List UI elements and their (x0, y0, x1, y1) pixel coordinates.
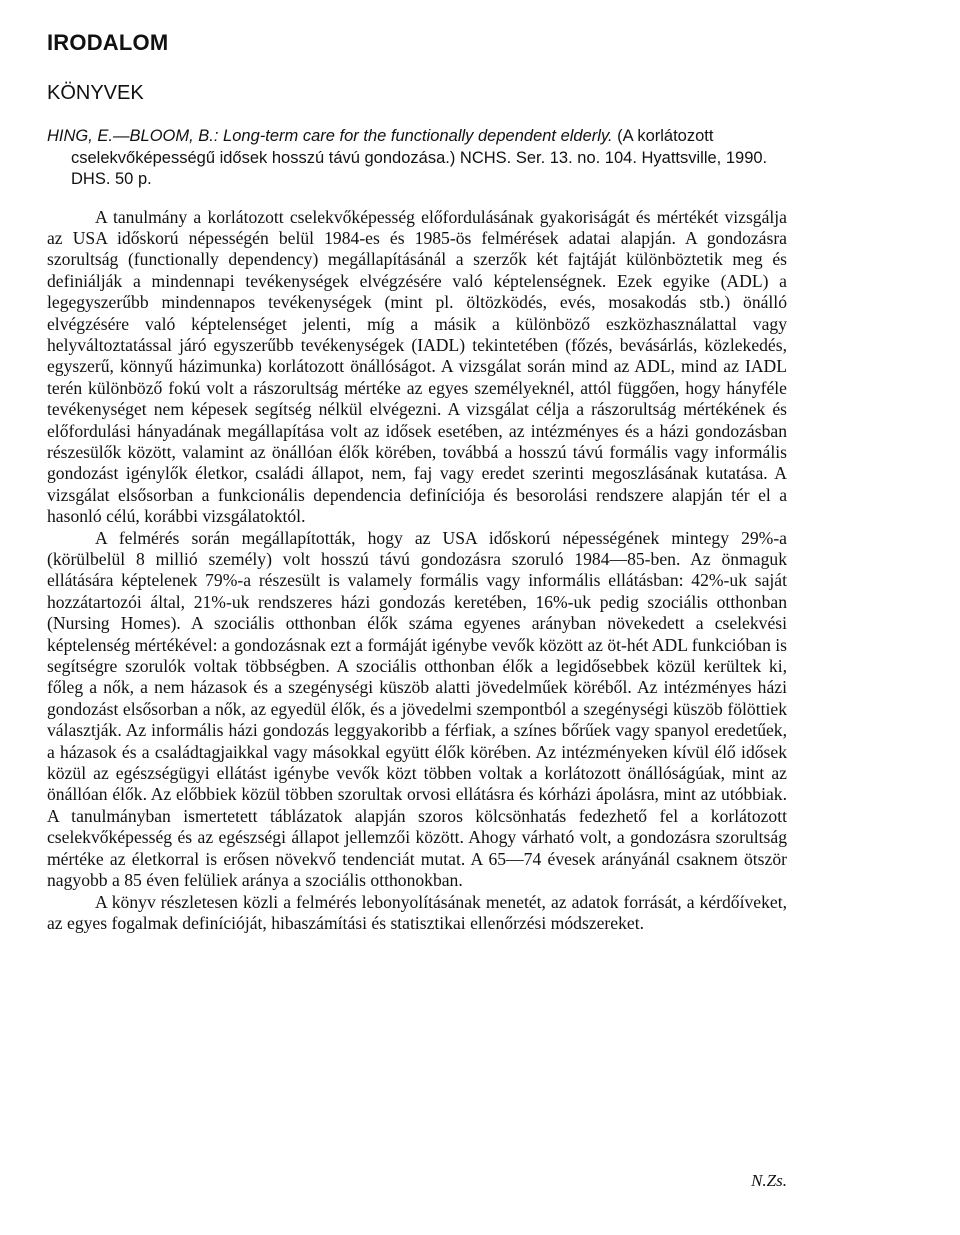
citation-authors: HING, E.—BLOOM, B.: (47, 127, 219, 145)
reviewer-signature: N.Zs. (751, 1171, 787, 1190)
review-paragraph-3: A könyv részletesen közli a felmérés lebonyolításának menetét, az adatok forrását, a kérdőíveket, az egyes fogalmak definícióját, hibaszámítási és statisztikai ellenőrzési módszereket. (47, 891, 787, 933)
document-page (47, 30, 787, 1190)
citation-title: Long-term care for the functionally dependent elderly. (223, 127, 613, 145)
book-citation (47, 126, 787, 191)
review-body (47, 207, 787, 935)
subsection-heading: KÖNYVEK (47, 82, 144, 104)
review-paragraph-1: A tanulmány a korlátozott cselekvőképesség előfordulásának gyakoriságát és mértékét vizsgálja az USA időskorú népességén belül 1984-es és 1985-ös felmérések adatai alapján. A gondozásra szorultság (functionally dependency) megállapításánál a szerzők két fajtáját különböztetik meg és definiálják a mindennapi tevékenységek elvégzésére való képtelenségnek. Ezek egyike (ADL) a legegyszerűbb mindennapos tevékenységek (mint pl. öltözködés, evés, mosakodás stb.) önálló elvégzésére való képtelenséget jelenti, míg a másik a különböző eszközhasználattal vagy helyváltoztatással járó egyszerűbb tevékenységek (IADL) tekintetében (főzés, bevásárlás, közlekedés, egyszerű, könnyű házimunka) korlátozott önállóságot. A vizsgálat során mind az ADL, mind az IADL terén különböző fokú volt a rászorultság mértéke az egyes személyeknél, attól függően, hogy hányféle tevékenységet nem képesek segítség nélkül elvégezni. A vizsgálat célja a rászorultság mértékének és előfordulási hányadának megállapítása volt az idősek esetében, az intézményes és a házi gondozásban részesülők között, valamint az önállóan élők körében, továbbá a hosszú távú formális vagy informális gondozást igénylők életkor, családi állapot, nem, faj vagy eredet szerinti megoszlásának kutatása. A vizsgálat elsősorban a funkcionális dependencia definíciója és besorolási rendszere alapján tér el a hasonló célú, korábbi vizsgálatoktól. (47, 206, 787, 527)
section-heading: IRODALOM (47, 30, 169, 55)
review-paragraph-2: A felmérés során megállapították, hogy az USA időskorú népességének mintegy 29%-a (körülbelül 8 millió személy) volt hosszú távú gondozásra szoruló 1984—85-ben. Az önmaguk ellátására képtelenek 79%-a részesült is valamely formális vagy informális ellátásban: 42%-uk saját hozzátartozói által, 21%-uk rendszeres házi gondozás keretében, 16%-uk pedig szociális otthonban (Nursing Homes). A szociális otthonban élők száma egyenes arányban növekedett a cselekvési képtelenség mértékével: a gondozásnak ezt a formáját igénybe vevők között az öt-hét ADL funkcióban is segítségre szorulók voltak többségben. A szociális otthonban élők a legidősebbek közül kerültek ki, főleg a nők, a nem házasok és a szegénységi küszöb alatti jövedelműek köréből. Az intézményes házi gondozást elsősorban a nők, az egyedül élők, és a jövedelmi szempontból a szegénységi küszöb fölöttiek választják. Az informális házi gondozás leggyakoribb a férfiak, a színes bőrűek vagy spanyol eredetűek, a házasok és a családtagjaikkal vagy másokkal együtt élők körében. Az intézményeken kívül élő idősek közül az egészségügyi ellátást igénybe vevők közt többen voltak a korlátozott önállóságúak, mint az önállóan élők. Az előbbiek közül többen szorultak orvosi ellátásra és kórházi ápolásra, mint az utóbbiak. A tanulmányban ismertetett táblázatok alapján szoros kölcsönhatás fedezhető fel a korlátozott cselekvőképesség és az egészségi állapot jellemzői között. Ahogy várható volt, a gondozásra szorultság mértéke az életkorral is erősen növekvő tendenciát mutat. A 65—74 évesek arányánál csaknem ötször nagyobb a 85 éven felüliek aránya a szociális otthonokban. (47, 527, 787, 891)
citation-details: (A korlátozott cselekvőképességű idősek hosszú távú gondozása.) NCHS. Ser. 13. no. 104. Hyattsville, 1990. DHS. 50 p. (71, 127, 768, 188)
